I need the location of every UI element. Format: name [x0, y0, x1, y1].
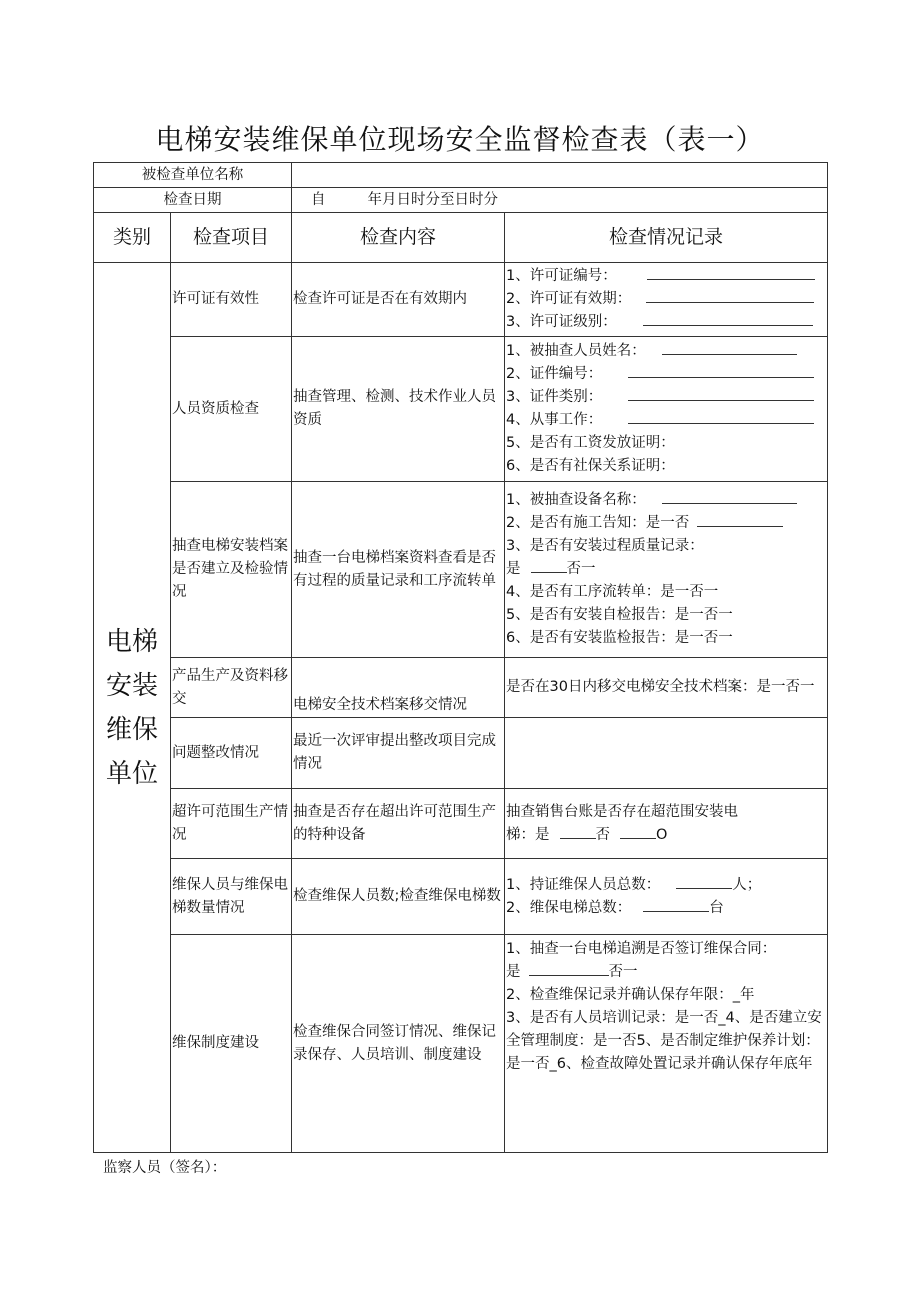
row-content: 电梯安全技术档案移交情况 [292, 658, 505, 718]
row-item: 维保人员与维保电梯数量情况 [171, 859, 292, 935]
header-record: 检查情况记录 [505, 213, 828, 263]
row-content: 抽查一台电梯档案资料查看是否有过程的质量记录和工序流转单 [292, 482, 505, 658]
row-item: 超许可范围生产情况 [171, 789, 292, 859]
row-record[interactable]: 1、被抽查人员姓名： 2、证件编号： 3、证件类别： 4、从事工作： 5、是否有工资发放证明： 6、是否有社保关系证明： [505, 337, 828, 482]
row-record[interactable]: 1、许可证编号： 2、许可证有效期： 3、许可证级别： [505, 263, 828, 337]
row-record[interactable]: 是否在30日内移交电梯安全技术档案：是一否一 [505, 658, 828, 718]
inspector-signature-label: 监察人员（签名）： [103, 1160, 227, 1176]
row-item: 产品生产及资料移交 [171, 658, 292, 718]
header-content: 检查内容 [292, 213, 505, 263]
row-record[interactable] [505, 718, 828, 789]
row-content: 抽查是否存在超出许可范围生产的特种设备 [292, 789, 505, 859]
row-item: 许可证有效性 [171, 263, 292, 337]
row-content: 检查维保合同签订情况、维保记录保存、人员培训、制度建设 [292, 935, 505, 1153]
row-record[interactable]: 1、被抽查设备名称： 2、是否有施工告知：是一否 3、是否有安装过程质量记录： 是 否一 4、是否有工序流转单：是一否一 5、是否有安装自检报告：是一否一 6、是否有安装监检报告：是一否一 [505, 482, 828, 658]
row-record[interactable]: 抽查销售台账是否存在超范围安装电 梯：是 否 O [505, 789, 828, 859]
row-record[interactable]: 1、持证维保人员总数： 人； 2、维保电梯总数： 台 [505, 859, 828, 935]
unit-name-label: 被检查单位名称 [94, 163, 292, 188]
row-content: 最近一次评审提出整改项目完成情况 [292, 718, 505, 789]
row-item: 维保制度建设 [171, 935, 292, 1153]
row-content: 抽查管理、检测、技术作业人员资质 [292, 337, 505, 482]
row-item: 抽查电梯安装档案是否建立及检验情况 [171, 482, 292, 658]
row-content: 检查维保人员数;检查维保电梯数 [292, 859, 505, 935]
unit-name-value[interactable] [292, 163, 828, 188]
header-category: 类别 [94, 213, 171, 263]
category-cell: 电梯 安装 维保 单位 [94, 263, 171, 1153]
row-item: 问题整改情况 [171, 718, 292, 789]
inspection-table [93, 162, 828, 1153]
row-content: 检查许可证是否在有效期内 [292, 263, 505, 337]
row-record[interactable]: 1、抽查一台电梯追溯是否签订维保合同： 是 否一 2、检查维保记录并确认保存年限：_年 3、是否有人员培训记录：是一否_4、是否建立安全管理制度：是一否5、是否制定维护保养计划：是一否_6、检查故障处置记录并确认保存年底年 [505, 935, 828, 1153]
header-item: 检查项目 [171, 213, 292, 263]
row-item: 人员资质检查 [171, 337, 292, 482]
date-label: 检查日期 [94, 188, 292, 213]
page-title: 电梯安装维保单位现场安全监督检查表（表一） [155, 123, 765, 156]
date-value[interactable]: 自 年月日时分至日时分 [292, 188, 828, 213]
